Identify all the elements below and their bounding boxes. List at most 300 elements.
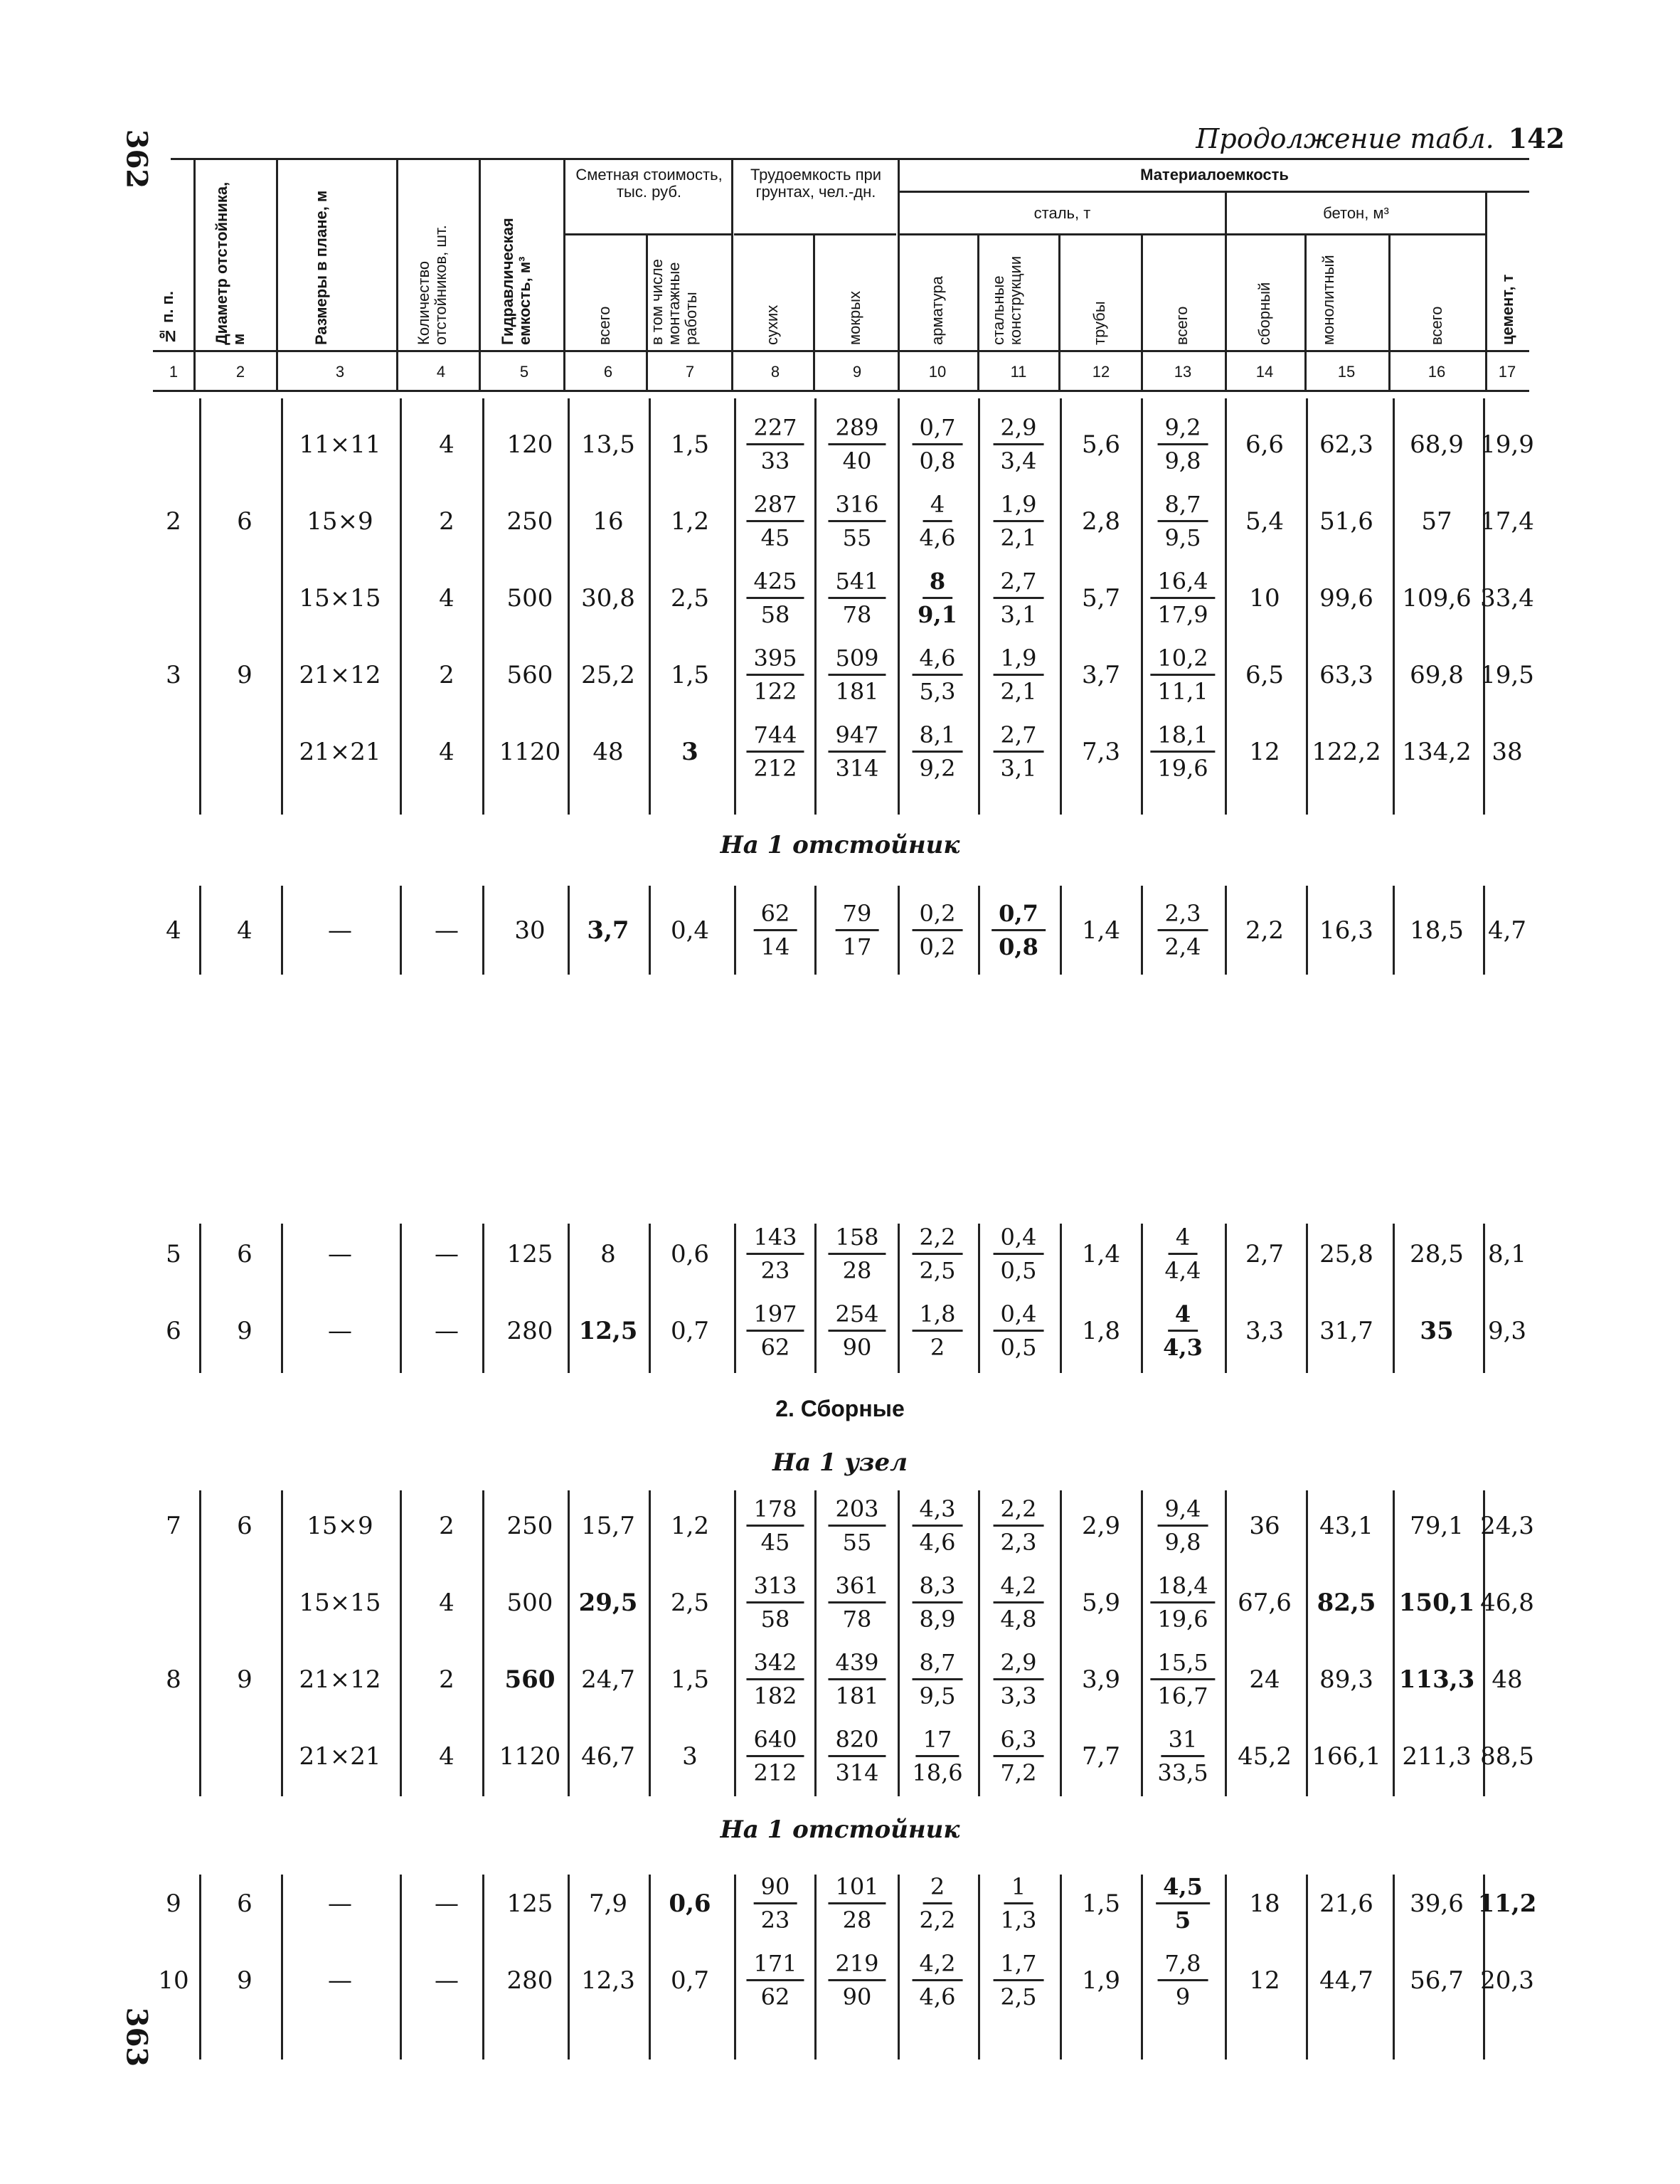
- table-cell: 30,8: [581, 584, 635, 613]
- column-divider: [199, 398, 201, 815]
- fraction-denominator: 45: [760, 524, 790, 551]
- fraction-cell: [828, 1871, 886, 1936]
- fraction-denominator: 9,8: [1164, 1529, 1201, 1556]
- table-cell: 62,3: [1319, 430, 1373, 459]
- fraction-cell: [828, 1298, 886, 1363]
- table-cell: 120: [506, 430, 553, 459]
- fraction-denominator: 2,5: [919, 1257, 956, 1284]
- table-cell: 280: [506, 1966, 553, 1995]
- fraction-numerator: 2,7: [994, 566, 1044, 599]
- column-divider: [814, 398, 817, 815]
- column-divider: [978, 1224, 980, 1373]
- table-cell: 7: [166, 1512, 181, 1540]
- table-cell: 45,2: [1238, 1742, 1292, 1771]
- column-divider: [898, 1490, 900, 1796]
- table-cell: 19,9: [1480, 430, 1534, 459]
- column-divider: [898, 1875, 900, 2060]
- fraction-numerator: 509: [828, 642, 886, 676]
- fraction-denominator: 0,8: [919, 447, 956, 475]
- column-divider: [1141, 398, 1143, 815]
- table-cell: 1120: [499, 738, 561, 766]
- table-cell: 9,3: [1487, 1317, 1527, 1345]
- fraction-cell: [994, 642, 1044, 707]
- table-cell: 44,7: [1319, 1966, 1373, 1995]
- table-cell: 56,7: [1410, 1966, 1464, 1995]
- fraction-numerator: 287: [746, 489, 804, 522]
- column-divider: [978, 1490, 980, 1796]
- fraction-denominator: 4,6: [919, 1983, 956, 2010]
- fraction-denominator: 19,6: [1157, 755, 1208, 782]
- column-divider: [978, 1875, 980, 2060]
- table-cell: 15×9: [307, 507, 373, 536]
- fraction-denominator: 90: [842, 1334, 872, 1361]
- fraction-numerator: 101: [828, 1871, 886, 1904]
- column-number: 11: [1010, 363, 1027, 381]
- fraction-denominator: 2,2: [919, 1907, 956, 1934]
- table-cell: 2: [439, 661, 454, 689]
- column-divider: [1393, 886, 1395, 975]
- fraction-cell: [994, 412, 1044, 477]
- table-cell: 33,4: [1480, 584, 1534, 613]
- fraction-cell: [1163, 1298, 1203, 1363]
- column-divider: [1141, 886, 1143, 975]
- header-divider: [1304, 233, 1307, 390]
- fraction-cell: [1001, 1871, 1037, 1936]
- fraction-denominator: 2: [930, 1334, 945, 1361]
- table-cell: 9: [237, 1966, 252, 1995]
- header-top-rule: [171, 158, 1529, 160]
- table-cell: 4,7: [1487, 916, 1527, 945]
- fraction-denominator: 23: [760, 1907, 790, 1934]
- table-cell: 18,5: [1410, 916, 1464, 945]
- concrete-group-rule: [1227, 233, 1487, 235]
- fraction-numerator: 0,7: [913, 412, 963, 445]
- table-cell: 2,5: [670, 1589, 710, 1617]
- table-cell: 9: [237, 661, 252, 689]
- material-group-rule: [900, 191, 1529, 193]
- table-cell: 15×15: [299, 1589, 381, 1617]
- table-cell: 10: [158, 1966, 189, 1995]
- column-divider: [978, 886, 980, 975]
- fraction-numerator: 342: [746, 1647, 804, 1680]
- column-divider: [1306, 1490, 1308, 1796]
- fraction-cell: [918, 566, 957, 630]
- fraction-numerator: 313: [746, 1570, 804, 1603]
- fraction-denominator: 2,3: [1000, 1529, 1037, 1556]
- column-number: 4: [436, 363, 446, 381]
- table-cell: 2: [439, 1512, 454, 1540]
- fraction-numerator: 143: [746, 1221, 804, 1255]
- table-cell: 5,9: [1081, 1589, 1121, 1617]
- fraction-numerator: 0,4: [994, 1221, 1044, 1255]
- fraction-cell: [913, 1948, 963, 2013]
- column-divider: [482, 1875, 484, 2060]
- table-cell: 13,5: [581, 430, 635, 459]
- table-cell: 1,5: [670, 1665, 710, 1694]
- column-divider: [734, 886, 736, 975]
- header-col10: арматура: [928, 276, 946, 345]
- fraction-cell: [746, 719, 804, 784]
- fraction-numerator: 158: [828, 1221, 886, 1255]
- fraction-cell: [754, 898, 797, 963]
- column-divider: [1225, 1875, 1227, 2060]
- header-col9: мокрых: [846, 290, 863, 345]
- table-cell: 7,7: [1081, 1742, 1121, 1771]
- table-cell: 21×21: [299, 1742, 381, 1771]
- fraction-cell: [994, 1221, 1044, 1286]
- column-divider: [1393, 1875, 1395, 2060]
- table-cell: 7,3: [1081, 738, 1121, 766]
- table-cell: 99,6: [1319, 584, 1373, 613]
- table-cell: 125: [506, 1889, 553, 1918]
- table-cell: 28,5: [1410, 1240, 1464, 1268]
- fraction-numerator: 2,9: [994, 1647, 1044, 1680]
- table-cell: 150,1: [1398, 1589, 1475, 1617]
- fraction-numerator: 1,9: [994, 489, 1044, 522]
- fraction-cell: [913, 412, 963, 477]
- column-divider: [568, 1224, 570, 1373]
- column-number: 10: [928, 363, 947, 381]
- fraction-cell: [912, 1724, 962, 1788]
- fraction-denominator: 2,4: [1164, 933, 1201, 960]
- table-cell: 2,9: [1081, 1512, 1121, 1540]
- fraction-cell: [994, 1724, 1044, 1788]
- column-divider: [1225, 1224, 1227, 1373]
- fraction-cell: [746, 1724, 804, 1788]
- table-cell: 560: [506, 661, 553, 689]
- table-cell: 15×9: [307, 1512, 373, 1540]
- fraction-denominator: 314: [835, 755, 879, 782]
- header-group-steel: сталь, т: [1033, 204, 1091, 222]
- page-number-bottom: 363: [119, 2007, 154, 2067]
- fraction-cell: [1150, 1647, 1215, 1712]
- fraction-numerator: 4,2: [913, 1948, 963, 1981]
- table-cell: 39,6: [1410, 1889, 1464, 1918]
- table-cell: 5,6: [1081, 430, 1121, 459]
- table-cell: 6,6: [1245, 430, 1285, 459]
- fraction-numerator: 947: [828, 719, 886, 753]
- table-cell: 16,3: [1319, 916, 1373, 945]
- table-cell: 2: [166, 507, 181, 536]
- table-cell: 24,3: [1480, 1512, 1534, 1540]
- header-col1: № п. п.: [159, 290, 176, 345]
- table-cell: 19,5: [1480, 661, 1534, 689]
- column-divider: [649, 1875, 651, 2060]
- header-divider: [276, 159, 278, 390]
- column-divider: [734, 398, 736, 815]
- table-cell: 4: [439, 738, 454, 766]
- column-number: 12: [1092, 363, 1110, 381]
- table-cell: 2,2: [1245, 916, 1285, 945]
- fraction-cell: [994, 1493, 1044, 1558]
- page-number-top: 362: [119, 129, 154, 189]
- table-cell: —: [328, 1317, 352, 1345]
- fraction-numerator: 1,7: [994, 1948, 1044, 1981]
- column-divider: [568, 398, 570, 815]
- fraction-cell: [754, 1871, 797, 1936]
- column-divider: [734, 1875, 736, 2060]
- table-cell: 3,7: [587, 916, 629, 945]
- column-divider: [1141, 1490, 1143, 1796]
- fraction-cell: [920, 1871, 956, 1936]
- labor-group-rule: [734, 233, 896, 235]
- column-divider: [281, 1224, 283, 1373]
- header-col7: в том числе монтажные работы: [648, 259, 700, 345]
- table-cell: 500: [506, 1589, 553, 1617]
- fraction-denominator: 78: [842, 601, 872, 628]
- header-divider: [1058, 233, 1060, 390]
- column-divider: [1141, 1875, 1143, 2060]
- header-divider: [1141, 233, 1143, 390]
- column-divider: [734, 1224, 736, 1373]
- table-cell: 31,7: [1319, 1317, 1373, 1345]
- column-divider: [1306, 1875, 1308, 2060]
- table-cell: 8: [600, 1240, 616, 1268]
- column-divider: [1225, 398, 1227, 815]
- fraction-numerator: 0,7: [991, 898, 1046, 931]
- table-cell: 43,1: [1319, 1512, 1373, 1540]
- table-cell: 88,5: [1480, 1742, 1534, 1771]
- fraction-cell: [746, 1221, 804, 1286]
- column-divider: [814, 1875, 817, 2060]
- table-cell: 6: [166, 1317, 181, 1345]
- fraction-numerator: 18,4: [1150, 1570, 1215, 1603]
- fraction-cell: [828, 1493, 886, 1558]
- column-number: 15: [1337, 363, 1356, 381]
- table-cell: 89,3: [1319, 1665, 1373, 1694]
- fraction-cell: [828, 489, 886, 553]
- column-divider: [1060, 1875, 1062, 2060]
- header-bottom-rule: [153, 350, 1529, 352]
- header-col3: Размеры в плане, м: [312, 190, 330, 345]
- fraction-numerator: 640: [746, 1724, 804, 1757]
- fraction-cell: [920, 489, 956, 553]
- table-cell: 57: [1421, 507, 1452, 536]
- table-cell: 20,3: [1480, 1966, 1534, 1995]
- fraction-denominator: 62: [760, 1983, 790, 2010]
- fraction-denominator: 16,7: [1157, 1682, 1208, 1709]
- column-divider: [1060, 1490, 1062, 1796]
- table-cell: 24: [1249, 1665, 1280, 1694]
- column-divider: [978, 398, 980, 815]
- header-divider: [977, 233, 979, 390]
- fraction-denominator: 9,1: [918, 601, 957, 628]
- fraction-denominator: 33,5: [1157, 1759, 1208, 1786]
- fraction-numerator: 4,6: [913, 642, 963, 676]
- header-divider: [563, 159, 565, 390]
- table-cell: 5,4: [1245, 507, 1285, 536]
- fraction-cell: [994, 489, 1044, 553]
- fraction-denominator: 314: [835, 1759, 879, 1786]
- table-cell: 82,5: [1317, 1589, 1376, 1617]
- fraction-numerator: 17: [916, 1724, 959, 1757]
- column-divider: [281, 398, 283, 815]
- fraction-numerator: 0,4: [994, 1298, 1044, 1332]
- column-divider: [281, 886, 283, 975]
- header-col13: всего: [1173, 306, 1191, 345]
- table-cell: 6: [237, 507, 252, 536]
- table-cell: 2,8: [1081, 507, 1121, 536]
- header-col5: Гидравлическая емкость, м³: [499, 218, 533, 345]
- fraction-cell: [828, 1948, 886, 2013]
- table-cell: 9: [237, 1665, 252, 1694]
- fraction-denominator: 0,8: [999, 933, 1038, 960]
- fraction-numerator: 9,4: [1158, 1493, 1208, 1527]
- fraction-cell: [913, 1298, 963, 1363]
- fraction-denominator: 3,3: [1000, 1682, 1037, 1709]
- table-cell: 12,3: [581, 1966, 635, 1995]
- table-cell: 67,6: [1238, 1589, 1292, 1617]
- fraction-numerator: 4: [1168, 1298, 1198, 1332]
- fraction-cell: [1150, 566, 1215, 630]
- table-cell: 211,3: [1402, 1742, 1472, 1771]
- table-cell: 1,5: [670, 430, 710, 459]
- fraction-cell: [994, 1570, 1044, 1635]
- table-cell: —: [435, 1889, 459, 1918]
- fraction-denominator: 9,8: [1164, 447, 1201, 475]
- table-cell: 4: [166, 916, 181, 945]
- column-number: 17: [1498, 363, 1516, 381]
- fraction-cell: [913, 1221, 963, 1286]
- table-cell: 4: [439, 430, 454, 459]
- column-divider: [649, 1490, 651, 1796]
- fraction-cell: [828, 412, 886, 477]
- fraction-numerator: 1: [1004, 1871, 1033, 1904]
- fraction-numerator: 1,9: [994, 642, 1044, 676]
- header-col16: всего: [1428, 306, 1445, 345]
- table-cell: —: [435, 1966, 459, 1995]
- header-group-concrete: бетон, м³: [1323, 204, 1389, 222]
- column-divider: [814, 1490, 817, 1796]
- table-cell: 2: [439, 507, 454, 536]
- table-cell: 5: [166, 1240, 181, 1268]
- column-divider: [1306, 398, 1308, 815]
- table-cell: 1,2: [670, 507, 710, 536]
- fraction-numerator: 0,2: [913, 898, 963, 931]
- fraction-numerator: 227: [746, 412, 804, 445]
- fraction-denominator: 1,3: [1000, 1907, 1037, 1934]
- cost-group-rule: [565, 233, 732, 235]
- fraction-numerator: 2,7: [994, 719, 1044, 753]
- fraction-denominator: 4,6: [919, 524, 956, 551]
- column-divider: [734, 1490, 736, 1796]
- fraction-denominator: 3,1: [1000, 601, 1037, 628]
- table-cell: 3: [681, 738, 698, 766]
- header-divider: [396, 159, 398, 390]
- fraction-denominator: 45: [760, 1529, 790, 1556]
- fraction-denominator: 0,5: [1000, 1257, 1037, 1284]
- fraction-numerator: 197: [746, 1298, 804, 1332]
- column-divider: [1306, 886, 1308, 975]
- fraction-numerator: 203: [828, 1493, 886, 1527]
- table-cell: 6,5: [1245, 661, 1285, 689]
- table-cell: 166,1: [1312, 1742, 1381, 1771]
- header-group-cost: Сметная стоимость, тыс. руб.: [575, 166, 723, 201]
- table-cell: 12: [1249, 1966, 1280, 1995]
- table-cell: 9: [166, 1889, 181, 1918]
- column-number: 3: [335, 363, 345, 381]
- fraction-cell: [913, 1493, 963, 1558]
- fraction-cell: [994, 719, 1044, 784]
- column-divider: [281, 1875, 283, 2060]
- fraction-cell: [1158, 1493, 1208, 1558]
- table-cell: 69,8: [1410, 661, 1464, 689]
- column-number: 2: [235, 363, 245, 381]
- fraction-denominator: 181: [835, 678, 879, 705]
- fraction-cell: [994, 1647, 1044, 1712]
- section-prefab: 2. Сборные: [775, 1396, 905, 1421]
- fraction-numerator: 79: [836, 898, 879, 931]
- table-cell: 1,8: [1081, 1317, 1121, 1345]
- fraction-numerator: 1,8: [913, 1298, 963, 1332]
- header-col11: стальные конструкции: [989, 255, 1024, 345]
- column-number: 14: [1255, 363, 1274, 381]
- fraction-denominator: 9: [1175, 1983, 1191, 2010]
- column-number: 8: [770, 363, 780, 381]
- table-cell: 0,6: [670, 1240, 710, 1268]
- column-divider: [400, 398, 402, 815]
- table-cell: 46,7: [581, 1742, 635, 1771]
- fraction-numerator: 361: [828, 1570, 886, 1603]
- fraction-numerator: 2,9: [994, 412, 1044, 445]
- fraction-numerator: 289: [828, 412, 886, 445]
- table-cell: 25,8: [1319, 1240, 1373, 1268]
- fraction-denominator: 62: [760, 1334, 790, 1361]
- fraction-cell: [746, 1948, 804, 2013]
- fraction-denominator: 55: [842, 524, 872, 551]
- fraction-numerator: 8,7: [913, 1647, 963, 1680]
- header-divider: [731, 159, 733, 390]
- fraction-numerator: 8,3: [913, 1570, 963, 1603]
- table-cell: 25,2: [581, 661, 635, 689]
- fraction-numerator: 316: [828, 489, 886, 522]
- column-number: 1: [169, 363, 179, 381]
- fraction-denominator: 28: [842, 1907, 872, 1934]
- fraction-cell: [746, 412, 804, 477]
- header-col6: всего: [595, 306, 613, 345]
- fraction-denominator: 14: [760, 933, 790, 960]
- fraction-denominator: 181: [835, 1682, 879, 1709]
- table-cell: 6: [237, 1240, 252, 1268]
- fraction-denominator: 3,1: [1000, 755, 1037, 782]
- column-divider: [1060, 1224, 1062, 1373]
- column-divider: [1393, 1490, 1395, 1796]
- fraction-cell: [828, 1570, 886, 1635]
- column-number: 6: [603, 363, 613, 381]
- fraction-cell: [828, 642, 886, 707]
- fraction-numerator: 4: [923, 489, 952, 522]
- fraction-numerator: 8,1: [913, 719, 963, 753]
- fraction-denominator: 4,6: [919, 1529, 956, 1556]
- fraction-denominator: 58: [760, 1606, 790, 1633]
- fraction-numerator: 219: [828, 1948, 886, 1981]
- table-cell: 2,5: [670, 584, 710, 613]
- fraction-denominator: 3,4: [1000, 447, 1037, 475]
- table-cell: 18: [1249, 1889, 1280, 1918]
- fraction-numerator: 18,1: [1150, 719, 1215, 753]
- fraction-denominator: 4,4: [1164, 1257, 1201, 1284]
- fraction-numerator: 4,5: [1156, 1871, 1210, 1904]
- fraction-numerator: 8,7: [1158, 489, 1208, 522]
- table-cell: 1120: [499, 1742, 561, 1771]
- header-col8: сухих: [763, 304, 781, 345]
- table-cell: 3,7: [1081, 661, 1121, 689]
- column-divider: [199, 1490, 201, 1796]
- column-divider: [898, 398, 900, 815]
- fraction-denominator: 5: [1174, 1907, 1191, 1934]
- fraction-cell: [1156, 1871, 1210, 1936]
- table-cell: 11×11: [299, 430, 381, 459]
